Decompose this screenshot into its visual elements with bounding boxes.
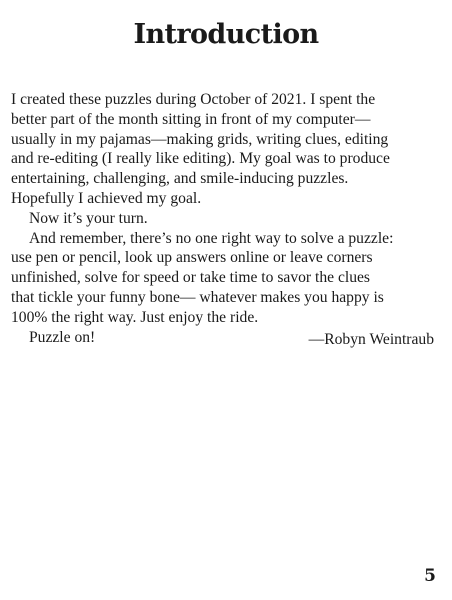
body-line: better part of the month sitting in front of my computer— (11, 110, 371, 128)
author-signature: —Robyn Weintraub (308, 331, 434, 348)
body-line: and re-editing (I really like editing). My goal was to produce (11, 150, 390, 168)
page-title: Introduction (133, 19, 319, 50)
body-line: unfinished, solve for speed or take time to savor the clues (11, 269, 370, 287)
body-line: use pen or pencil, look up answers online or leave corners (11, 249, 373, 267)
body-line: Puzzle on! (29, 328, 96, 346)
body-line: 100% the right way. Just enjoy the ride. (11, 308, 259, 326)
body-line: Now it’s your turn. (29, 209, 148, 227)
body-line: entertaining, challenging, and smile-inducing puzzles. (11, 170, 349, 188)
body-line: Hopefully I achieved my goal. (11, 189, 202, 207)
introduction-body (11, 90, 451, 347)
body-line: I created these puzzles during October of 2021. I spent the (11, 91, 376, 108)
body-line: usually in my pajamas—making grids, writing clues, editing (11, 130, 389, 148)
body-line: that tickle your funny bone— whatever makes you happy is (11, 288, 384, 306)
page-number: 5 (424, 566, 436, 586)
body-line: And remember, there’s no one right way to solve a puzzle: (29, 229, 394, 247)
